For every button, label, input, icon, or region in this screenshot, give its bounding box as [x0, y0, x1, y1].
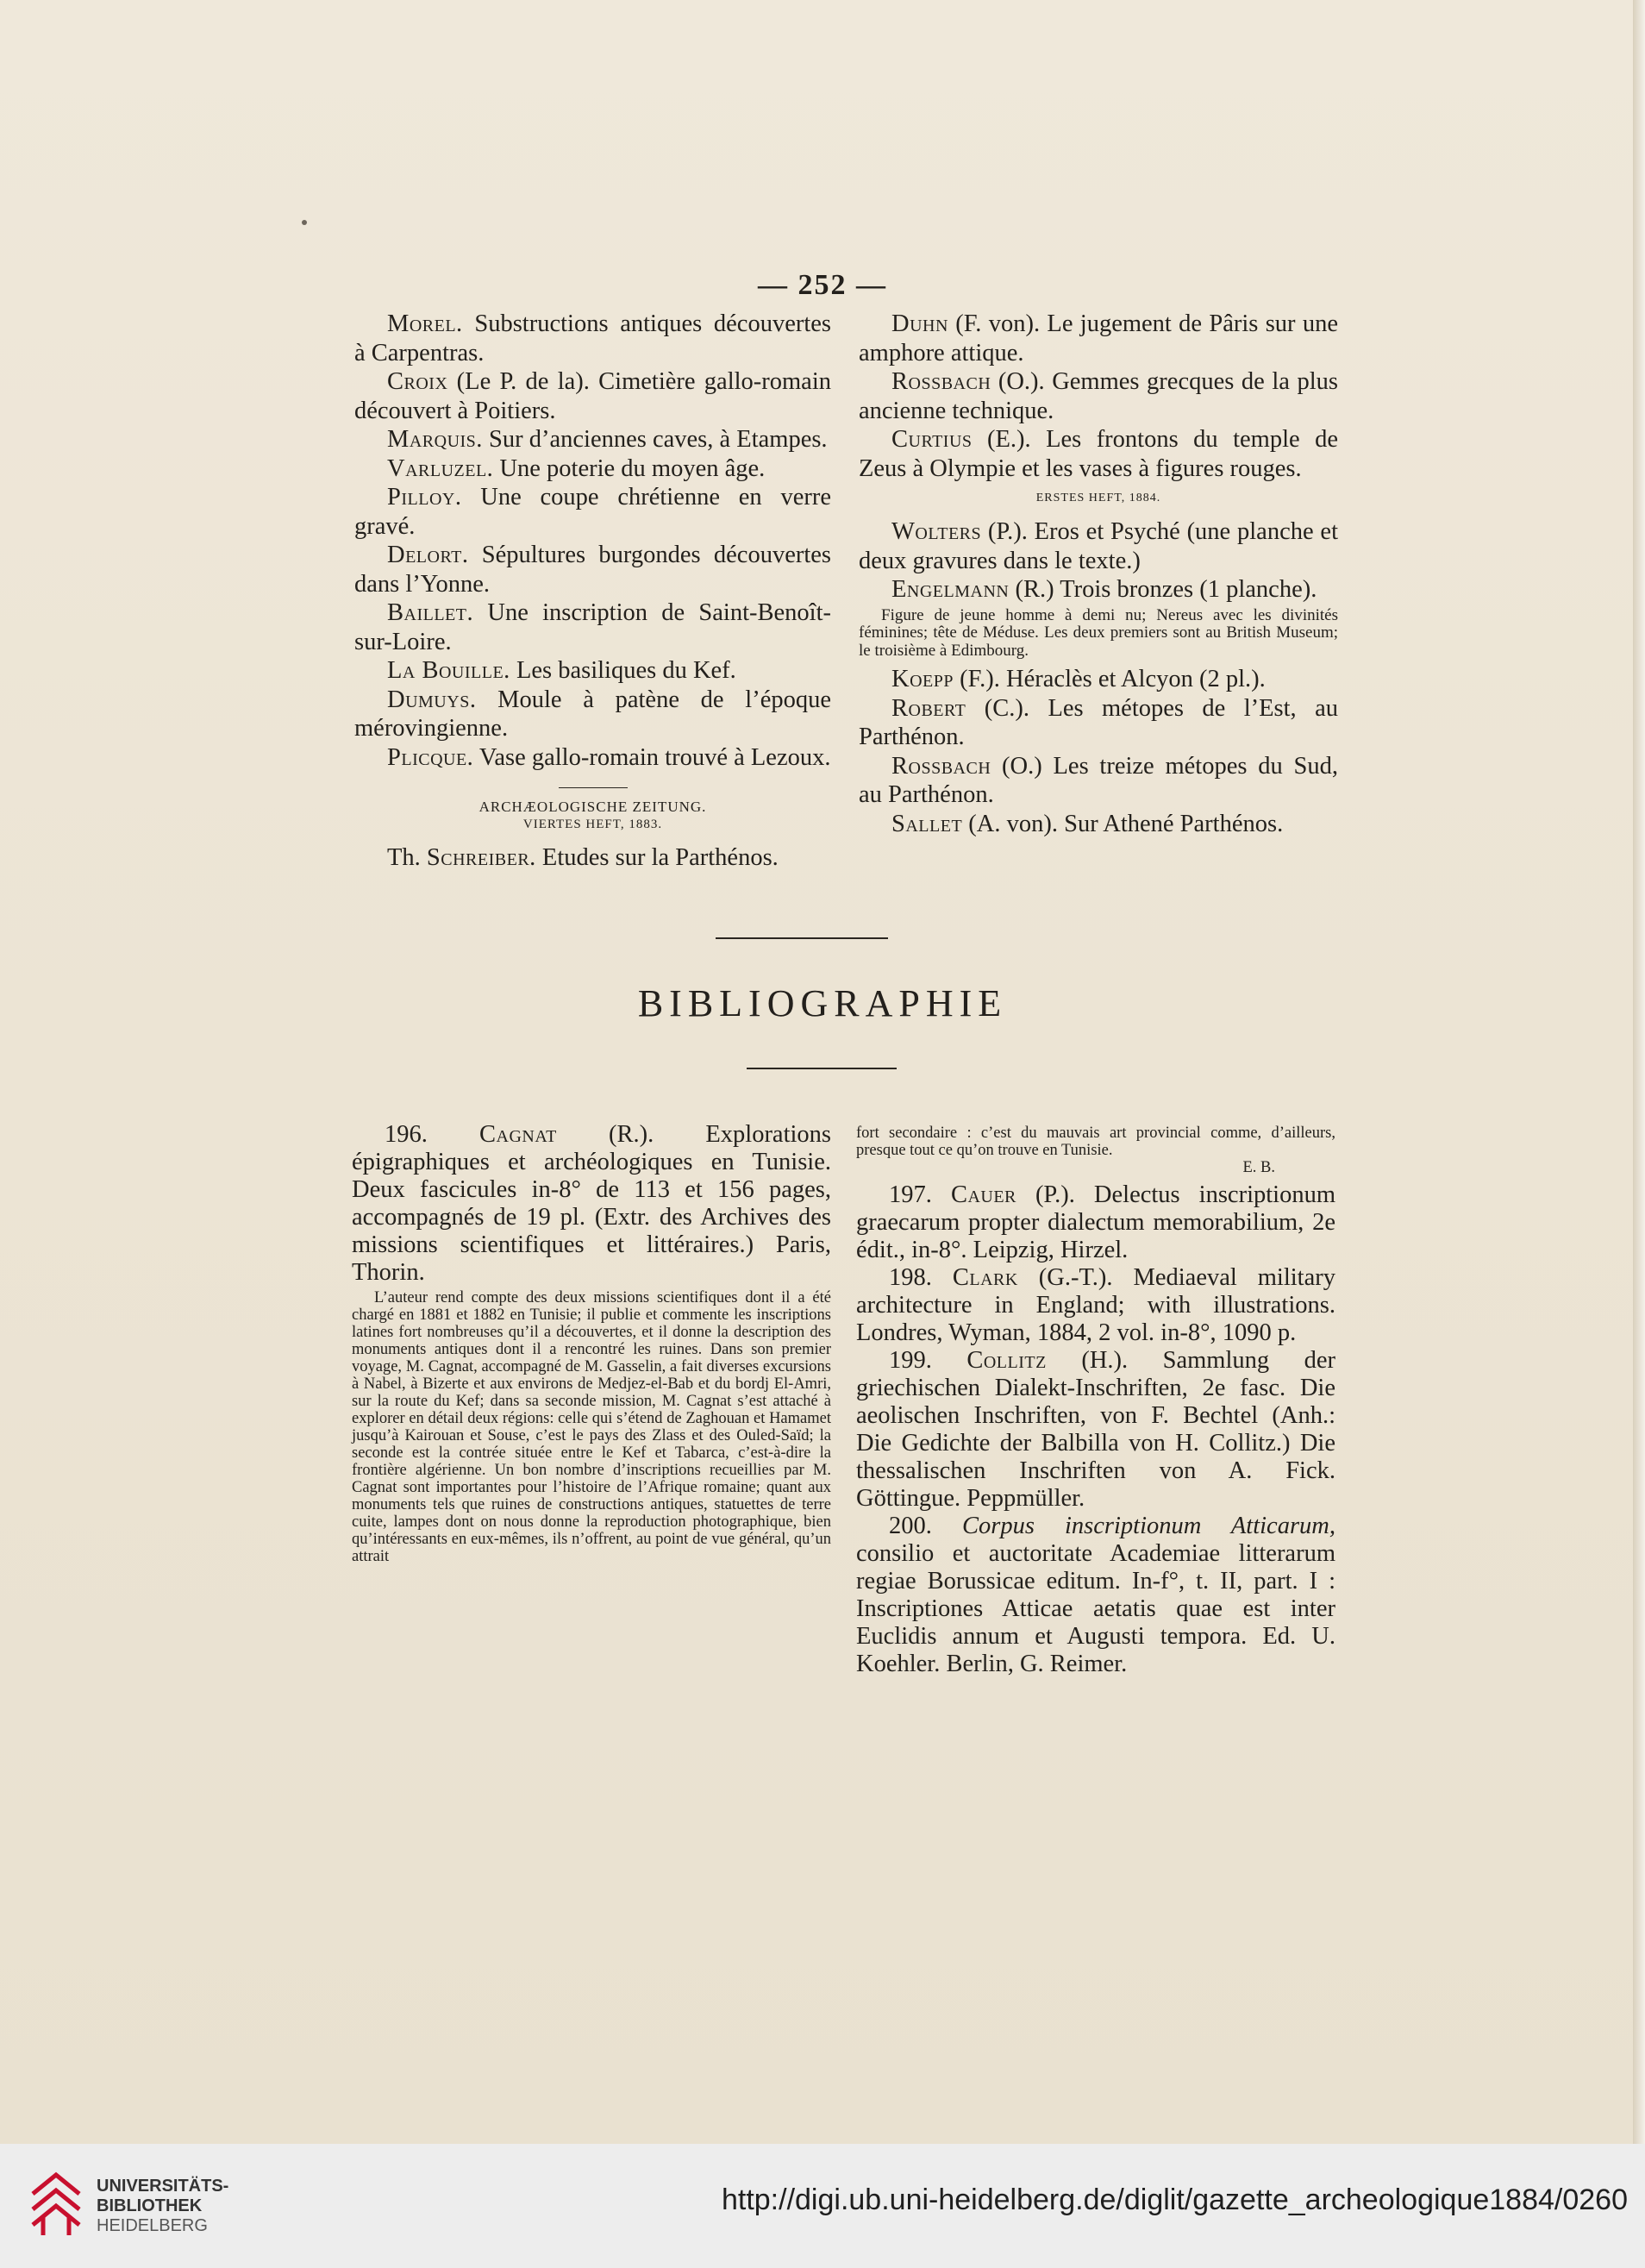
right-column — [859, 310, 1338, 838]
entry: La Bouille. Les basiliques du Kef. — [387, 657, 736, 684]
note: Figure de jeune homme à demi nu; Nereus avec les divinités féminines; tête de Méduse. Les deux premiers sont au British Museum; le troisième à Edimbourg. — [859, 605, 1338, 660]
section-title: BIBLIOGRAPHIE — [637, 982, 1008, 1024]
issue-heading: ERSTES HEFT, 1884. — [1035, 492, 1161, 504]
entry: Duhn (F. von). Le jugement de Pâris sur une amphore attique. — [859, 310, 1338, 367]
section-rule-top — [716, 937, 888, 939]
bibliography-entry: 196. Cagnat (R.). Explorations épigraphiques et archéologiques en Tunisie. Deux fascicules in-8° de 113 et 156 pages, accompagnés de 19 pl. (Extr. des Archives des missions scientifiques et littéraires.) Paris, Thorin. — [352, 1121, 832, 1286]
review-continuation: fort secondaire : c’est du mauvais art provincial comme, d’ailleurs, presque tout ce qu’on trouve en Tunisie. — [856, 1125, 1335, 1159]
permalink-url[interactable]: http://digi.ub.uni-heidelberg.de/diglit/gazette_archeologique1884/0260 — [721, 2183, 1628, 2216]
entry: Koepp (F.). Héraclès et Alcyon (2 pl.). — [891, 666, 1266, 692]
entry: Pilloy. Une coupe chrétienne en verre gravé. — [354, 484, 831, 540]
entry: Morel. Substructions antiques découvertes à Carpentras. — [354, 310, 831, 367]
entry: Sallet (A. von). Sur Athené Parthénos. — [891, 810, 1284, 837]
bibliography-entry: 198. Clark (G.-T.). Mediaeval military architecture in England; with illustrations. Londres, Wyman, 1884, 2 vol. in-8°, 1090 p. — [856, 1264, 1335, 1346]
left-column — [354, 310, 831, 873]
ink-speck — [302, 220, 307, 225]
divider — [559, 787, 628, 788]
viewer-footer — [0, 2144, 1645, 2268]
page-number: — 252 — — [758, 269, 887, 301]
bibliography-right-column — [856, 1121, 1335, 1678]
entry: Rossbach (O.). Gemmes grecques de la plus ancienne technique. — [859, 368, 1338, 424]
entry: Th. Schreiber. Etudes sur la Parthénos. — [387, 844, 779, 871]
entry: Wolters (P.). Eros et Psyché (une planche et deux gravures dans le texte.) — [859, 518, 1338, 574]
library-name[interactable] — [97, 2177, 228, 2236]
entry: Dumuys. Moule à patène de l’époque mérovingienne. — [354, 686, 831, 742]
review-text: L’auteur rend compte des deux missions scientifiques dont il a été chargé en 1881 et 1882 en Tunisie; il publie et commente les inscriptions latines fort nombreuses qu’il a découvertes, et il donne la description des monuments antiques dont il a rencontré les ruines. Dans son premier voyage, M. Cagnat, accompagné de M. Gasselin, a fait diverses excursions à Nabel, à Bizerte et aux environs de Medjez-el-Bab et du bordj El-Amri, sur la route du Kef; dans sa seconde mission, M. Cagnat s’est attaché à explorer en détail deux régions: celle qui s’étend de Zaghouan et Hamamet jusqu’à Kairouan et Souse, c’est le pays des Zlass et des Ouled-Saïd; la seconde est la contrée située entre le Kef et Tabarca, c’est-à-dire la frontière algérienne. Un bon nombre d’inscriptions recueillies par M. Cagnat sont importantes pour l’histoire de l’Afrique romaine; quant aux monuments tels que ruines de constructions antiques, statuettes de terre cuite, lampes dont on nous donne la reproduction photographique, bien qu’intéressants en eux-mêmes, ils n’offrent, au point de vue général, qu’un attrait — [352, 1289, 831, 1565]
entry: Varluzel. Une poterie du moyen âge. — [387, 454, 766, 482]
university-library-logo-icon[interactable] — [26, 2168, 86, 2240]
entry: Curtius (E.). Les frontons du temple de Zeus à Olympie et les vases à figures rouges. — [859, 426, 1338, 482]
bibliography-entry: 200. Corpus inscriptionum Atticarum, consilio et auctoritate Academiae litterarum regiae Borussicae editum. In-f°, t. II, part. I : Inscriptiones Atticae aetatis quae est inter Euclidis annum et Augusti tempora. Ed. U. Koehler. Berlin, G. Reimer. — [856, 1513, 1336, 1677]
bibliography-entry: 197. Cauer (P.). Delectus inscriptionum graecarum propter dialectum memorabilium, 2e édit., in-8°. Leipzig, Hirzel. — [856, 1181, 1335, 1263]
entry: Marquis. Sur d’anciennes caves, à Etampes. — [387, 426, 828, 453]
library-name-line: BIBLIOTHEK — [97, 2196, 203, 2215]
library-city: HEIDELBERG — [97, 2216, 208, 2235]
entry: Engelmann (R.) Trois bronzes (1 planche). — [891, 576, 1317, 603]
journal-title: ARCHÆOLOGISCHE ZEITUNG. — [478, 799, 707, 815]
library-name-line: UNIVERSITÄTS- — [97, 2177, 229, 2196]
entry: Delort. Sépultures burgondes découvertes dans l’Yonne. — [354, 542, 831, 598]
page-edge — [1633, 0, 1645, 2144]
entry: Baillet. Une inscription de Saint-Benoît-sur-Loire. — [354, 599, 831, 655]
entry: Rossbach (O.) Les treize métopes du Sud, au Parthénon. — [859, 752, 1338, 808]
bibliography-left-column — [352, 1121, 831, 1570]
logo-strokes — [33, 2175, 79, 2235]
entry: Robert (C.). Les métopes de l’Est, au Parthénon. — [859, 694, 1338, 750]
review-signature: E. B. — [1242, 1159, 1275, 1176]
entry: Plicque. Vase gallo-romain trouvé à Lezoux. — [387, 743, 831, 771]
section-rule-bottom — [747, 1068, 897, 1069]
journal-issue: VIERTES HEFT, 1883. — [522, 818, 663, 831]
entry: Croix (Le P. de la). Cimetière gallo-romain découvert à Poitiers. — [354, 368, 831, 424]
bibliography-entry: 199. Collitz (H.). Sammlung der griechischen Dialekt-Inschriften, 2e fasc. Die aeolischen Inschriften, von F. Bechtel (Anh.: Die Gedichte der Balbilla von H. Collitz.) Die thessalischen Inschriften von A. Fick. Göttingue. Peppmüller. — [856, 1347, 1335, 1512]
